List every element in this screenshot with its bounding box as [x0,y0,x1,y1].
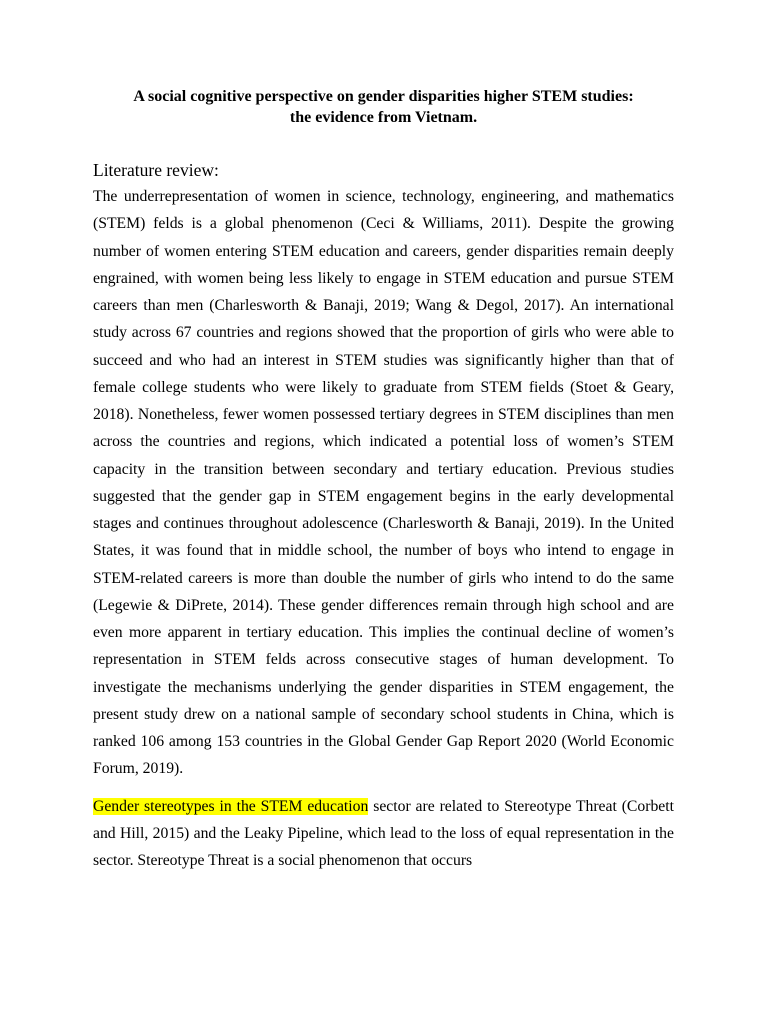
paragraph-2 [93,793,674,875]
document-title [93,86,674,128]
highlighted-text[interactable]: Gender stereotypes in the STEM education [93,797,369,815]
paragraph-1: The underrepresentation of women in science, technology, engineering, and mathematics (STEM) felds is a global phenomenon (Ceci & Williams, 2011). Despite the growing number of women entering STEM education and careers, gender disparities remain deeply engrained, with women being less likely to engage in STEM education and pursue STEM careers than men (Charlesworth & Banaji, 2019; Wang & Degol, 2017). An international study across 67 countries and regions showed that the proportion of girls who were able to succeed and who had an interest in STEM studies was significantly higher than that of female college students who were likely to graduate from STEM fields (Stoet & Geary, 2018). Nonetheless, fewer women possessed tertiary degrees in STEM disciplines than men across the countries and regions, which indicated a potential loss of women’s STEM capacity in the transition between secondary and tertiary education. Previous studies suggested that the gender gap in STEM engagement begins in the early developmental stages and continues throughout adolescence (Charlesworth & Banaji, 2019). In the United States, it was found that in middle school, the number of boys who intend to engage in STEM-related careers is more than double the number of girls who intend to do the same (Legewie & DiPrete, 2014). These gender differences remain through high school and are even more apparent in tertiary education. This implies the continual decline of women’s representation in STEM felds across consecutive stages of human development. To investigate the mechanisms underlying the gender disparities in STEM engagement, the present study drew on a national sample of secondary school students in China, which is ranked 106 among 153 countries in the Global Gender Gap Report 2020 (World Economic Forum, 2019). [93,188,674,778]
section-heading: Literature review: [93,160,219,180]
title-line-1: A social cognitive perspective on gender disparities higher STEM studies: [133,88,634,105]
document-page [93,86,674,874]
paragraph-2-text: sector are related to Stereotype Threat (Corbett and Hill, 2015) and the Leaky Pipeline, which lead to the loss of equal representation in the sector. Stereotype Threat is a social phenomenon that occurs [93,797,674,869]
title-line-2: the evidence from Vietnam. [289,109,478,126]
